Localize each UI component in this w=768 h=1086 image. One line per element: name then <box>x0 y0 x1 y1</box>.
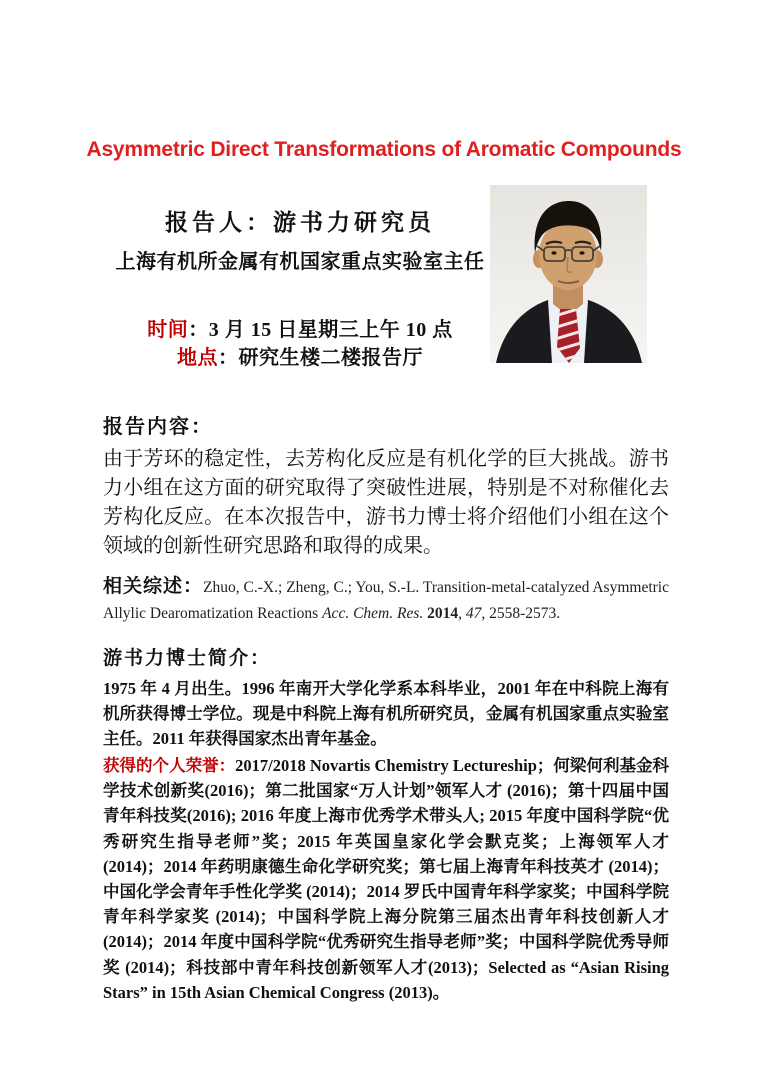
citation-year: 2014 <box>427 605 459 622</box>
speaker-name-line: 报告人：游书力研究员 <box>165 210 435 235</box>
seminar-place <box>90 341 510 370</box>
portrait-illustration <box>490 185 647 363</box>
related-review-block <box>103 574 669 627</box>
honors-list: 2017/2018 Novartis Chemistry Lectureship；何梁何利基金科学技术创新奖(2016)；第二批国家“万人计划”领军人才 (2016)；第十四届中国青年科技奖(2016); 2016 年度上海市优秀学术带头人; 2015 年度中国科学院“优秀研究生指导老师”奖；2015 年英国皇家化学会默克奖；上海领军人才(2014)；2014 年药明康德生命化学研究奖；第七届上海青年科技英才 (2014)；中国化学会青年手性化学奖 (2014)；2014 罗氏中国青年科学家奖；中国科学院青年科学家奖 (2014)；中国科学院上海分院第三届杰出青年科技创新人才 (2014)；2014 年度中国科学院“优秀研究生指导老师”奖；中国科学院优秀导师奖 (2014)；科技部中青年科技创新领军人才(2013)；Selected as “Asian Rising Stars” in 15th Asian Chemical Congress (2013)。 <box>103 756 669 1002</box>
place-value: ：研究生楼二楼报告厅 <box>218 347 423 369</box>
speaker-portrait-photo <box>490 185 647 363</box>
review-heading: 相关综述： <box>103 576 204 597</box>
seminar-time <box>90 313 510 342</box>
citation-separator: , <box>458 605 466 622</box>
place-label: 地点 <box>177 347 218 369</box>
time-value: ：3 月 15 日星期三上午 10 点 <box>188 319 453 341</box>
citation-pages: , 2558-2573. <box>481 605 561 622</box>
honors-paragraph <box>103 753 669 1005</box>
speaker-affiliation: 上海有机所金属有机国家重点实验室主任 <box>115 251 485 273</box>
honors-label: 获得的个人荣誉： <box>103 756 236 775</box>
bio-heading: 游书力博士简介： <box>103 648 272 669</box>
abstract-body: 由于芳环的稳定性，去芳构化反应是有机化学的巨大挑战。游书力小组在这方面的研究取得了突破性进展，特别是不对称催化去芳构化反应。在本次报告中，游书力博士将介绍他们小组在这个领域的创新性研究思路和取得的成果。 <box>103 448 669 557</box>
citation-volume: 47 <box>465 605 482 622</box>
page-title: Asymmetric Direct Transformations of Aromatic Compounds <box>86 138 682 161</box>
abstract-heading: 报告内容： <box>103 416 213 438</box>
time-label: 时间 <box>147 319 189 341</box>
citation-journal: Acc. Chem. Res. <box>322 605 424 622</box>
citation-authors: Zhuo, C.-X.; Zheng, C.; You, S.-L. Transition-metal-catalyzed Asymmetric Allylic Dearomatization Reactions <box>103 579 669 622</box>
bio-body: 1975 年 4 月出生。1996 年南开大学化学系本科毕业，2001 年在中科院上海有机所获得博士学位。现是中科院上海有机所研究员，金属有机国家重点实验室主任。2011 年获得国家杰出青年基金。 <box>103 679 669 748</box>
